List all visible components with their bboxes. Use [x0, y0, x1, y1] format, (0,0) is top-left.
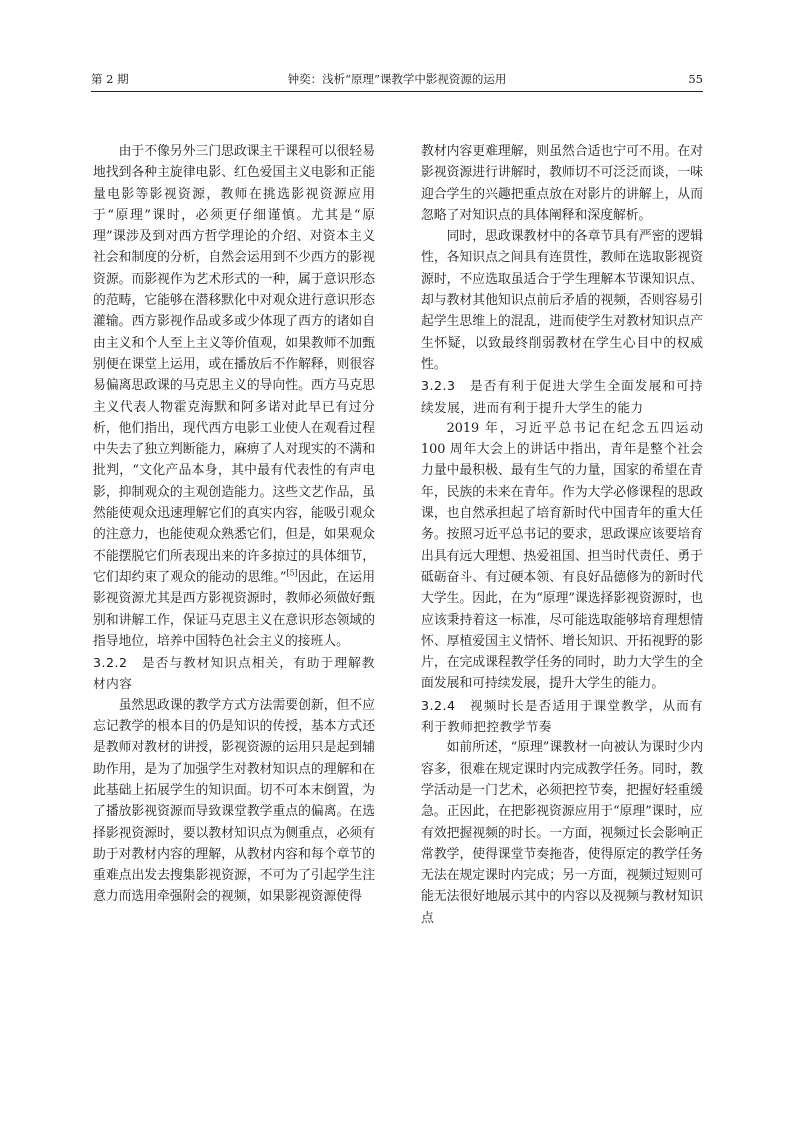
left-column	[93, 141, 375, 908]
citation-ref: [5]	[286, 568, 298, 578]
page-number: 55	[688, 72, 703, 86]
body-paragraph: 同时，思政课教材中的各章节具有严密的逻辑性，各知识点之间具有连贯性，教师在选取影视资源时，不应选取虽适合于学生理解本节课知识点、却与教材其他知识点前后矛盾的视频，否则容易引起学生思维上的混乱，进而使学生对教材知识点产生怀疑，以致最终削弱教材在学生心目中的权威性。	[421, 229, 703, 372]
body-paragraph	[93, 141, 375, 652]
body-paragraph: 如前所述，“原理”课教材一向被认为课时少内容多，很难在规定课时内完成教学任务。同时，教学活动是一门艺术，必须把控节奏，把握好轻重缓急。正因此，在把影视资源应用于“原理”课时，应有效把握视频的时长。一方面，视频过长会影响正常教学，使得课堂节奏拖沓，使得原定的教学任务无法在规定课时内完成；另一方面，视频过短则可能无法很好地展示其中的内容以及视频与教材知识点	[421, 740, 703, 926]
paragraph-text: 因此，在运用影视资源尤其是西方影视资源时，教师必须做好甄别和讲解工作，保证马克思主义在意识形态领域的指导地位，培养中国特色社会主义的接班人。	[93, 569, 375, 649]
running-title: 钟奕：浅析“原理”课教学中影视资源的运用	[287, 72, 507, 86]
paragraph-text: 由于不像另外三门思政课主干课程可以很轻易地找到各种主旋律电影、红色爱国主义电影和正能量电影等影视资源，教师在挑选影视资源应用于“原理”课时，必须更仔细谨慎。尤其是“原理”课涉及到对西方哲学理论的介绍、对资本主义社会和制度的分析，自然会运用到不少西方的影视资源。而影视作为艺术形式的一种，属于意识形态的范畴，它能够在潜移默化中对观众进行意识形态灌输。西方影视作品或多或少体现了西方的诸如自由主义和个人至上主义等价值观，如果教师不加甄别便在课堂上运用，或在播放后不作解释，则很容易偏离思政课的马克思主义的导向性。西方马克思主义代表人物霍克海默和阿多诺对此早已有过分析，他们指出，现代西方电影工业使人在观看过程中失去了独立判断能力，麻痹了人对现实的不满和批判，“文化产品本身，其中最有代表性的有声电影，抑制观众的主观创造能力。这些文艺作品，虽然能使观众迅速理解它们的真实内容，能吸引观众的注意力，也能使观众熟悉它们，但是，如果观众不能摆脱它们所表现出来的许多掠过的具体细节，它们却约束了观众的能动的思维。”	[93, 144, 375, 585]
header-divider	[91, 91, 703, 92]
issue-number: 第 2 期	[91, 72, 129, 86]
section-heading-3-2-4: 3.2.4 视频时长是否适用于课堂教学，从而有利于教师把控教学节奏	[421, 697, 703, 735]
section-heading-3-2-2: 3.2.2 是否与教材知识点相关，有助于理解教材内容	[93, 655, 375, 692]
section-heading-3-2-3: 3.2.3 是否有利于促进大学生全面发展和可持续发展，进而有利于提升大学生的能力	[421, 378, 703, 415]
body-paragraph: 教材内容更难理解，则虽然合适也宁可不用。在对影视资源进行讲解时，教师切不可泛泛而谈，一味迎合学生的兴趣把重点放在对影片的讲解上，从而忽略了对知识点的具体阐释和深度解析。	[421, 144, 703, 223]
running-header	[91, 69, 703, 89]
body-paragraph: 虽然思政课的教学方式方法需要创新，但不应忘记教学的根本目的仍是知识的传授，基本方式还是教师对教材的讲授，影视资源的运用只是起到辅助作用，是为了加强学生对教材知识点的理解和在此基础上拓展学生的知识面。切不可本末倒置，为了播放影视资源而导致课堂教学重点的偏离。在选择影视资源时，要以教材知识点为侧重点，必须有助于对教材内容的理解，从教材内容和每个章节的重难点出发去搜集影视资源，不可为了引起学生注意力而选用牵强附会的视频，如果影视资源使得	[93, 697, 375, 905]
body-paragraph: 2019 年，习近平总书记在纪念五四运动 100 周年大会上的讲话中指出，青年是整个社会力量中最积极、最有生气的力量，国家的希望在青年，民族的未来在青年。作为大学必修课程的思政课，也自然承担起了培育新时代中国青年的重大任务。按照习近平总书记的要求，思政课应该要培育出具有远大理想、热爱祖国、担当时代责任、勇于砥砺奋斗、有过硬本领、有良好品德修为的新时代大学生。因此，在为“原理”课选择影视资源时，也应该秉持着这一标准，尽可能选取能够培育理想情怀、厚植爱国主义情怀、增长知识、开拓视野的影片，在完成课程教学任务的同时，助力大学生的全面发展和可持续发展，提升大学生的能力。	[421, 420, 703, 692]
right-column	[421, 141, 703, 929]
